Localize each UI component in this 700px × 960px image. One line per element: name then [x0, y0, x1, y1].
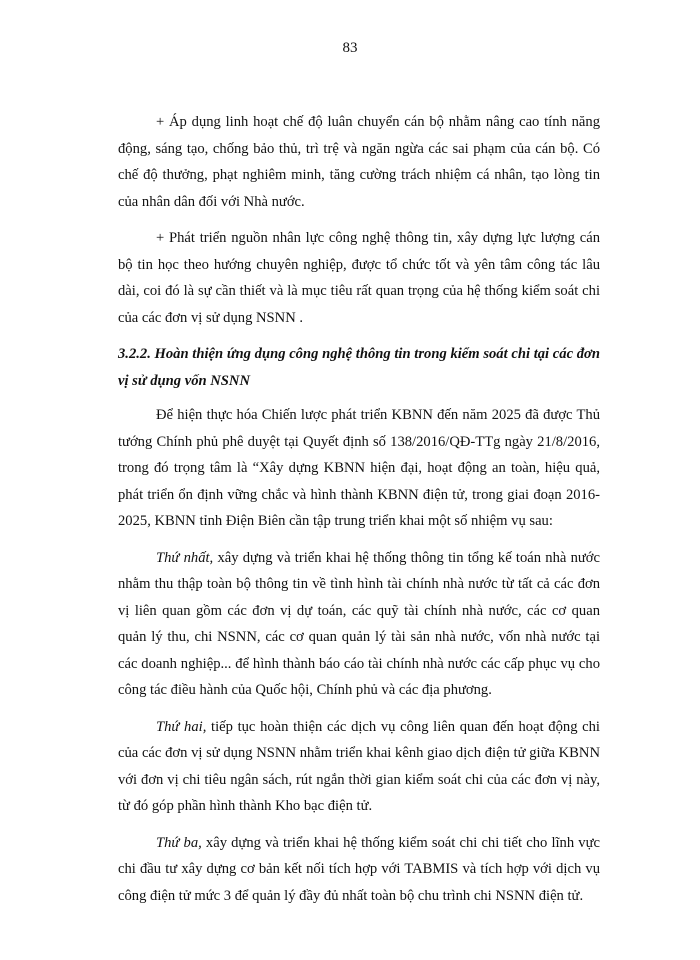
task-1-text: xây dựng và triển khai hệ thống thông tin tổng kế toán nhà nước nhằm thu thập toàn bộ thông tin về tình hình tài chính nhà nước từ tất cả các đơn vị liên quan gồm các đơn vị dự toán, các quỹ tài chính nhà nước, các cơ quan quản lý thu, chi NSNN, các cơ quan quản lý tài sản nhà nước, vốn nhà nước tại các doanh nghiệp... để hình thành báo cáo tài chính nhà nước các cấp phục vụ cho công tác điều hành của Quốc hội, Chính phủ và các địa phương.: [118, 549, 600, 698]
paragraph-task-2: [118, 714, 600, 820]
task-3-text: xây dựng và triển khai hệ thống kiểm soát chi chi tiết cho lĩnh vực chi đầu tư xây dựng cơ bản kết nối tích hợp với TABMIS và tích hợp với dịch vụ công điện tử mức 3 để quản lý đầy đủ nhất toàn bộ chu trình chi NSNN điện tử.: [118, 834, 600, 904]
paragraph-intro: Để hiện thực hóa Chiến lược phát triển KBNN đến năm 2025 đã được Thủ tướng Chính phủ phê duyệt tại Quyết định số 138/2016/QĐ-TTg ngày 21/8/2016, trong đó trọng tâm là “Xây dựng KBNN hiện đại, hoạt động an toàn, hiệu quả, phát triển ổn định vững chắc và hình thành KBNN điện tử, trong giai đoạn 2016-2025, KBNN tỉnh Điện Biên cần tập trung triển khai một số nhiệm vụ sau:: [118, 407, 600, 529]
document-body: [118, 109, 600, 909]
paragraph-task-1: [118, 545, 600, 704]
task-1-lead: Thứ nhất,: [156, 549, 214, 566]
paragraph-task-3: [118, 830, 600, 910]
section-heading: 3.2.2. Hoàn thiện ứng dụng công nghệ thông tin trong kiểm soát chi tại các đơn vị sử dụng vốn NSNN: [118, 346, 600, 389]
task-2-lead: Thứ hai,: [156, 718, 207, 735]
page-number: 83: [342, 40, 358, 56]
paragraph-it-workforce: + Phát triển nguồn nhân lực công nghệ thông tin, xây dựng lực lượng cán bộ tin học theo hướng chuyên nghiệp, được tổ chức tốt và yên tâm công tác lâu dài, coi đó là sự cần thiết và là mục tiêu rất quan trọng của hệ thống kiểm soát chi của các đơn vị sử dụng NSNN .: [118, 230, 600, 326]
paragraph-rotation: + Áp dụng linh hoạt chế độ luân chuyển cán bộ nhằm nâng cao tính năng động, sáng tạo, chống bảo thủ, trì trệ và ngăn ngừa các sai phạm của cán bộ. Có chế độ thưởng, phạt nghiêm minh, tăng cường trách nhiệm cá nhân, tạo lòng tin của nhân dân đối với Nhà nước.: [118, 114, 600, 210]
task-2-text: tiếp tục hoàn thiện các dịch vụ công liên quan đến hoạt động chi của các đơn vị sử dụng NSNN nhằm triển khai kênh giao dịch điện tử giữa KBNN với đơn vị chi tiêu ngân sách, rút ngắn thời gian kiểm soát chi của các đơn vị này, từ đó góp phần hình thành Kho bạc điện tử.: [118, 718, 600, 814]
task-3-lead: Thứ ba,: [156, 834, 202, 851]
